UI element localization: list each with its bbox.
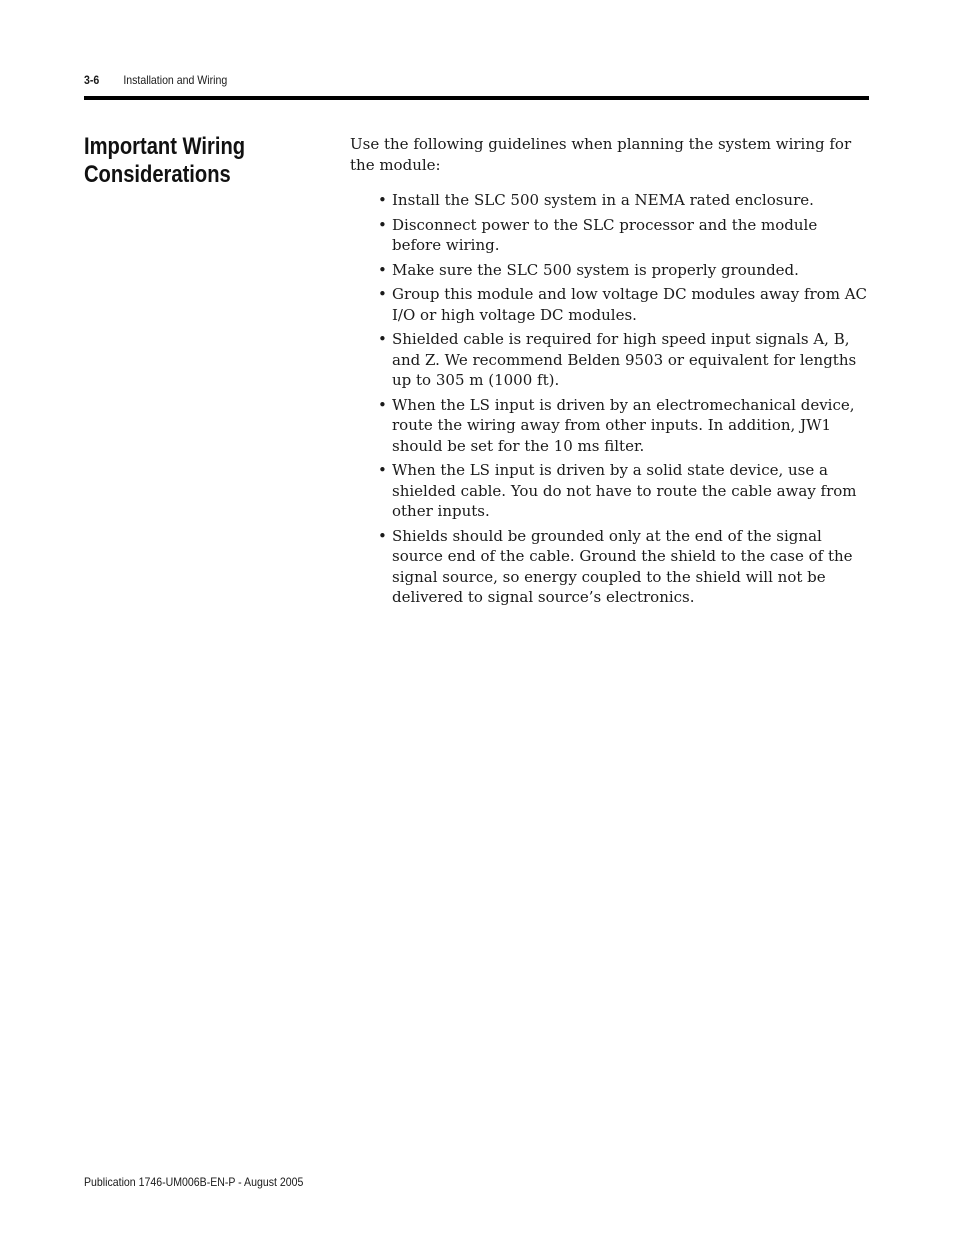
list-item-text: When the LS input is driven by an electromechanical device, route the wiring away from other inputs. In addition, JW1 should be set for the 10 ms filter. — [392, 395, 855, 455]
list-item — [350, 460, 868, 522]
bullet-icon: • — [378, 526, 387, 545]
bullet-icon: • — [378, 215, 387, 234]
chapter-title: Installation and Wiring — [123, 73, 228, 87]
bullet-icon: • — [378, 330, 387, 348]
header-rule — [84, 96, 869, 100]
list-item-text: When the LS input is driven by a solid state device, use a shielded cable. You do not have to route the cable away from other inputs. — [392, 461, 857, 520]
page-header — [84, 73, 227, 87]
section-title — [84, 133, 286, 189]
page-footer: Publication 1746-UM006B-EN-P - August 2005 — [84, 1175, 304, 1189]
bullet-icon: • — [378, 191, 387, 209]
list-item — [350, 329, 868, 391]
list-item — [350, 215, 868, 256]
list-item-text: Shields should be grounded only at the end of the signal source end of the cable. Ground the shield to the case of the signal source, so energy coupled to the shield will not be delivered to signal source’s electronics. — [392, 526, 853, 606]
list-item — [350, 526, 868, 608]
section-body — [350, 134, 868, 612]
section-title-line-1: Important Wiring — [84, 133, 246, 160]
bullet-icon: • — [378, 285, 387, 303]
page-number: 3-6 — [84, 73, 100, 87]
bullet-icon: • — [378, 260, 387, 279]
section-title-line-2: Considerations — [84, 161, 231, 188]
bullet-icon: • — [378, 461, 387, 479]
list-item — [350, 190, 868, 211]
list-item-text: Shielded cable is required for high speed input signals A, B, and Z. We recommend Belden 9503 or equivalent for lengths up to 305 m (1000 ft). — [392, 330, 857, 389]
list-item — [350, 395, 868, 457]
list-item — [350, 260, 868, 281]
list-item-text: Make sure the SLC 500 system is properly grounded. — [392, 260, 799, 279]
list-item-text: Install the SLC 500 system in a NEMA rated enclosure. — [392, 191, 814, 209]
list-item-text: Disconnect power to the SLC processor and the module before wiring. — [392, 215, 818, 254]
list-item-text: Group this module and low voltage DC modules away from AC I/O or high voltage DC modules. — [392, 285, 868, 324]
guidelines-list — [350, 190, 868, 608]
intro-paragraph: Use the following guidelines when planning the system wiring for the module: — [350, 135, 852, 174]
bullet-icon: • — [378, 395, 387, 414]
list-item — [350, 284, 868, 325]
